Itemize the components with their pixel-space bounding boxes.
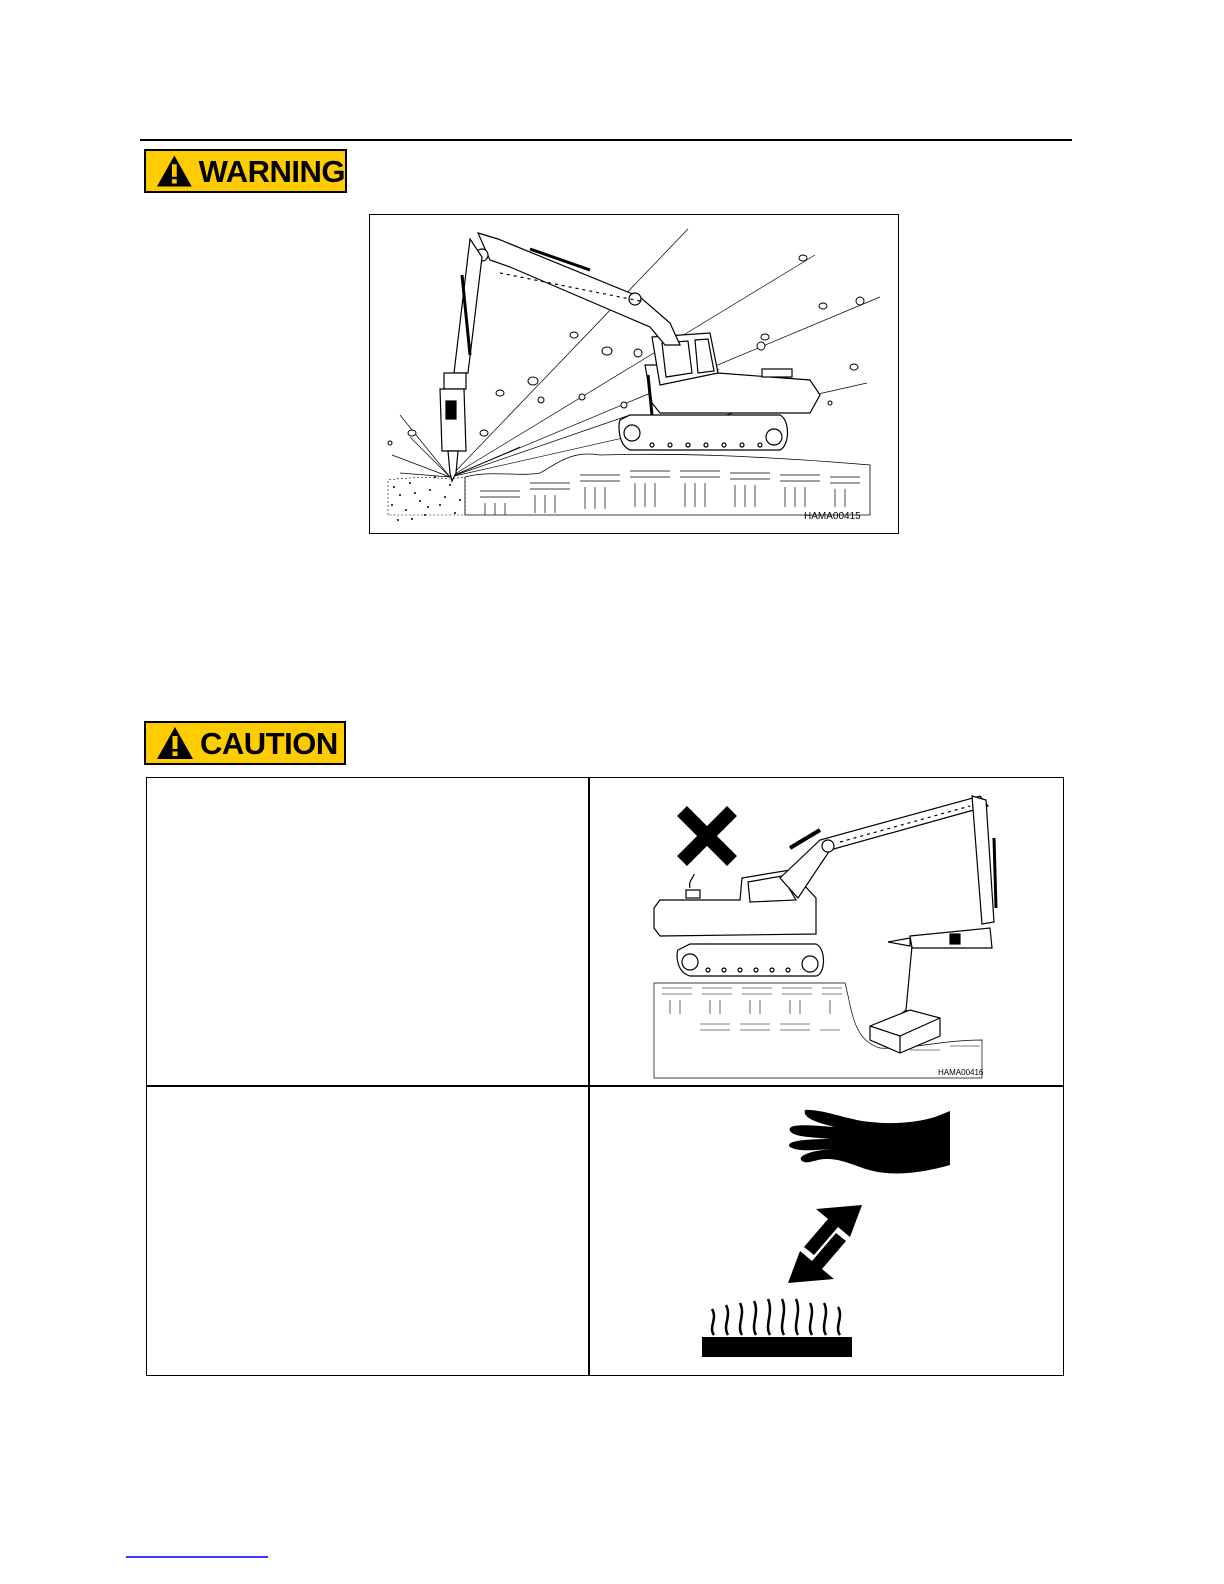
warning-triangle-icon — [156, 154, 193, 188]
top-rule — [140, 139, 1072, 141]
table-row-1-text-cell — [147, 778, 588, 1085]
caution-text: CAUTION — [200, 725, 338, 761]
excavator-lifting-prohibited-illustration — [590, 778, 1063, 1085]
figure2-code: HAMA00416 — [938, 1068, 984, 1077]
figure-prohibited-lifting — [590, 778, 1063, 1085]
hot-surface-hand-icon — [590, 1087, 1063, 1375]
warning-label — [144, 149, 347, 193]
figure1-code: HAMA00415 — [804, 511, 861, 522]
excavator-breaker-illustration — [370, 215, 897, 532]
caution-triangle-icon — [156, 726, 194, 760]
caution-label — [144, 721, 346, 765]
figure-flying-debris — [369, 214, 899, 534]
caution-table — [146, 777, 1064, 1376]
footer-link-underline[interactable] — [126, 1556, 268, 1558]
prohibited-x-icon — [682, 811, 732, 861]
figure-hot-surface — [590, 1087, 1063, 1375]
warning-text: WARNING — [198, 153, 345, 189]
table-row-2-text-cell — [147, 1087, 588, 1375]
